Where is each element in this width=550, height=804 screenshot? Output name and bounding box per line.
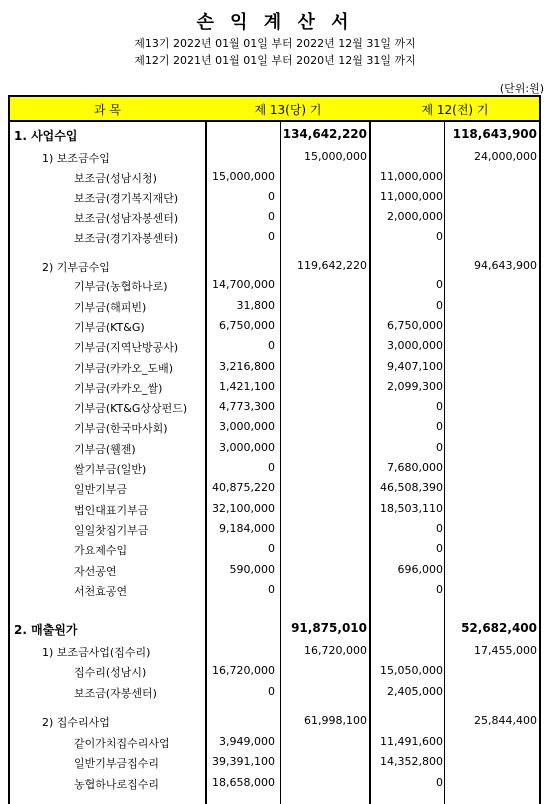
row-label: 같이가치집수리사업 <box>74 737 170 750</box>
line-item-row <box>10 560 539 580</box>
amount-c: 9,407,100 <box>387 360 443 373</box>
line-item-row <box>10 732 539 752</box>
amount-a: 3,000,000 <box>219 420 275 433</box>
row-label: 일반기부금 <box>74 483 128 496</box>
row-label: 가요제수입 <box>74 544 128 557</box>
line-item-row <box>10 316 539 336</box>
amount-a: 590,000 <box>229 563 275 576</box>
line-item-row <box>10 580 539 600</box>
line-item-row <box>10 499 539 519</box>
unit-label: (단위:원) <box>499 82 544 95</box>
amount-c: 6,750,000 <box>387 319 443 332</box>
amount-c: 2,099,300 <box>387 380 443 393</box>
row-label: 2. 매출원가 <box>14 623 78 637</box>
row-label: 보조금(경기자봉센터) <box>74 232 179 245</box>
amount-a: 39,391,100 <box>212 755 275 768</box>
header-item: 과 목 <box>94 103 121 117</box>
line-item-row <box>10 377 539 397</box>
line-item-row <box>10 296 539 316</box>
row-label: 보조금(성남자봉센터) <box>74 212 179 225</box>
amount-a: 32,100,000 <box>212 502 275 515</box>
document-title: 손 익 계 산 서 <box>196 12 354 33</box>
line-item-row <box>10 227 539 247</box>
amount-a: 18,658,000 <box>212 776 275 789</box>
row-label: 기부금(농협하나로) <box>74 280 168 293</box>
row-label: 기부금(웰젠) <box>74 443 136 456</box>
row-label: 쌀기부금(일반) <box>74 463 147 476</box>
period-current: 제13기 2022년 01월 01일 부터 2022년 12월 31일 까지 <box>134 37 416 50</box>
row-label: 집수리(성남시) <box>74 666 147 679</box>
subsection-row <box>10 641 539 661</box>
amount-d: 17,455,000 <box>474 644 537 657</box>
amount-b: 61,998,100 <box>304 714 367 727</box>
amount-c: 0 <box>436 583 443 596</box>
line-item-row <box>10 478 539 498</box>
line-item-row <box>10 187 539 207</box>
amount-c: 15,050,000 <box>380 664 443 677</box>
amount-a: 31,800 <box>236 299 275 312</box>
row-label: 보조금(성남시청) <box>74 172 157 185</box>
amount-c: 3,000,000 <box>387 339 443 352</box>
line-item-row <box>10 661 539 681</box>
amount-b: 134,642,220 <box>282 127 367 141</box>
amount-a: 3,216,800 <box>219 360 275 373</box>
amount-c: 46,508,390 <box>380 481 443 494</box>
row-label: 기부금(카카오_도배) <box>74 362 174 375</box>
row-label: 1. 사업수입 <box>14 129 78 143</box>
amount-d: 118,643,900 <box>452 127 537 141</box>
amount-a: 0 <box>268 583 275 596</box>
subsection-row <box>10 711 539 731</box>
amount-c: 696,000 <box>397 563 443 576</box>
line-item-row <box>10 167 539 187</box>
amount-a: 0 <box>268 542 275 555</box>
amount-a: 3,949,000 <box>219 735 275 748</box>
period-previous: 제12기 2021년 01월 01일 부터 2020년 12월 31일 까지 <box>134 54 416 67</box>
line-item-row <box>10 336 539 356</box>
income-statement-table <box>8 95 541 804</box>
amount-c: 0 <box>436 230 443 243</box>
row-label: 일일찻집기부금 <box>74 524 149 537</box>
header-current-period: 제 13(당) 기 <box>254 103 322 117</box>
header-previous-period: 제 12(전) 기 <box>421 103 489 117</box>
row-label: 일반기부금집수리 <box>74 757 160 770</box>
row-label: 농협하나로집수리 <box>74 778 160 791</box>
amount-d: 25,844,400 <box>474 714 537 727</box>
line-item-row <box>10 519 539 539</box>
section-row <box>10 618 539 638</box>
amount-a: 0 <box>268 210 275 223</box>
line-item-row <box>10 682 539 702</box>
row-label: 기부금(한국마사회) <box>74 422 168 435</box>
amount-b: 91,875,010 <box>291 621 367 635</box>
line-item-row <box>10 417 539 437</box>
amount-c: 0 <box>436 441 443 454</box>
amount-c: 0 <box>436 299 443 312</box>
amount-c: 11,000,000 <box>380 170 443 183</box>
table-header <box>10 97 539 122</box>
row-label: 2) 기부금수입 <box>42 261 110 274</box>
row-label: 보조금(자봉센터) <box>74 687 157 700</box>
subsection-row <box>10 147 539 167</box>
amount-c: 0 <box>436 522 443 535</box>
row-label: 자선공연 <box>74 565 117 578</box>
row-label: 기부금(KT&G) <box>74 321 145 334</box>
amount-b: 15,000,000 <box>304 150 367 163</box>
amount-a: 16,720,000 <box>212 664 275 677</box>
line-item-row <box>10 752 539 772</box>
row-label: 기부금(지역난방공사) <box>74 341 179 354</box>
amount-c: 0 <box>436 278 443 291</box>
row-label: 기부금(해피빈) <box>74 301 147 314</box>
amount-b: 119,642,220 <box>297 259 367 272</box>
row-label: 기부금(KT&G상상펀드) <box>74 402 188 415</box>
amount-d: 24,000,000 <box>474 150 537 163</box>
amount-a: 6,750,000 <box>219 319 275 332</box>
amount-c: 2,405,000 <box>387 685 443 698</box>
amount-a: 1,421,100 <box>219 380 275 393</box>
amount-c: 11,491,600 <box>380 735 443 748</box>
amount-a: 15,000,000 <box>212 170 275 183</box>
line-item-row <box>10 438 539 458</box>
row-label: 기부금(카카오_쌀) <box>74 382 163 395</box>
row-label: 1) 보조금사업(집수리) <box>42 646 151 659</box>
row-label: 2) 집수리사업 <box>42 716 110 729</box>
section-row <box>10 124 539 144</box>
amount-c: 14,352,800 <box>380 755 443 768</box>
amount-d: 94,643,900 <box>474 259 537 272</box>
amount-c: 0 <box>436 542 443 555</box>
subsection-row <box>10 256 539 276</box>
amount-c: 11,000,000 <box>380 190 443 203</box>
amount-c: 0 <box>436 400 443 413</box>
line-item-row <box>10 357 539 377</box>
amount-a: 0 <box>268 685 275 698</box>
row-label: 법인대표기부금 <box>74 504 149 517</box>
amount-a: 14,700,000 <box>212 278 275 291</box>
line-item-row <box>10 275 539 295</box>
amount-c: 2,000,000 <box>387 210 443 223</box>
amount-a: 40,875,220 <box>212 481 275 494</box>
row-label: 1) 보조금수입 <box>42 152 110 165</box>
amount-b: 16,720,000 <box>304 644 367 657</box>
amount-a: 3,000,000 <box>219 441 275 454</box>
amount-c: 7,680,000 <box>387 461 443 474</box>
amount-a: 0 <box>268 461 275 474</box>
amount-c: 0 <box>436 420 443 433</box>
amount-a: 0 <box>268 190 275 203</box>
amount-c: 18,503,110 <box>380 502 443 515</box>
amount-d: 52,682,400 <box>461 621 537 635</box>
row-label: 보조금(경기복지재단) <box>74 192 179 205</box>
row-label: 서천효공연 <box>74 585 128 598</box>
line-item-row <box>10 458 539 478</box>
amount-a: 4,773,300 <box>219 400 275 413</box>
line-item-row <box>10 207 539 227</box>
amount-a: 0 <box>268 230 275 243</box>
line-item-row <box>10 773 539 793</box>
amount-a: 9,184,000 <box>219 522 275 535</box>
line-item-row <box>10 397 539 417</box>
amount-a: 0 <box>268 339 275 352</box>
amount-c: 0 <box>436 776 443 789</box>
line-item-row <box>10 539 539 559</box>
